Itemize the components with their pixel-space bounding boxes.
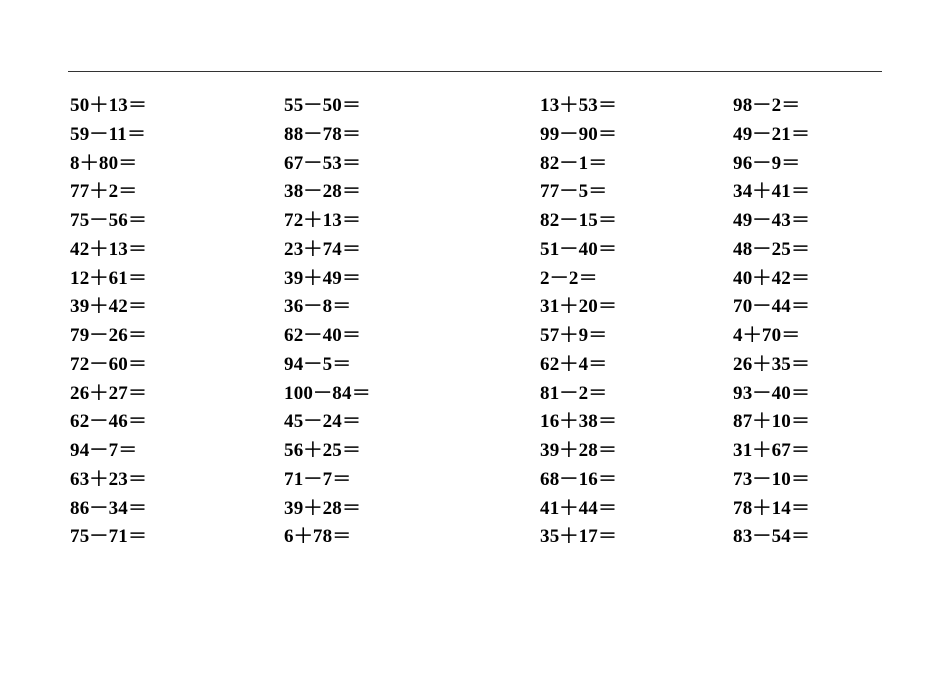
- math-problem: 63＋23＝: [70, 468, 148, 490]
- math-problem: 68－16＝: [540, 468, 618, 490]
- math-problem: 6＋78＝: [284, 526, 352, 548]
- math-problem: 70－44＝: [733, 296, 811, 318]
- math-problem: 38－28＝: [284, 181, 362, 203]
- math-problem: 56＋25＝: [284, 440, 362, 461]
- math-problem: 99－90＝: [540, 123, 618, 145]
- math-problem: 86－34＝: [70, 497, 148, 519]
- math-problem: 41＋44＝: [540, 497, 618, 519]
- math-problem: 94－5＝: [284, 353, 352, 375]
- math-problem: 72－60＝: [70, 353, 148, 375]
- math-problem: 62－40＝: [284, 325, 362, 346]
- math-problem: 75－71＝: [70, 526, 148, 548]
- math-problem: 62＋4＝: [540, 353, 608, 375]
- math-problem: 83－54＝: [733, 526, 811, 548]
- math-problem: 13＋53＝: [540, 95, 618, 116]
- math-problem: 39＋28＝: [540, 440, 618, 461]
- math-problem: 98－2＝: [733, 95, 801, 116]
- math-problem: 39＋28＝: [284, 497, 362, 519]
- problem-column-1: [70, 92, 147, 552]
- math-problem: 77－5＝: [540, 181, 608, 203]
- math-problem: 79－26＝: [70, 325, 148, 346]
- math-problem: 67－53＝: [284, 152, 362, 174]
- math-problem: 16＋38＝: [540, 411, 618, 433]
- math-problem: 39＋42＝: [70, 296, 148, 318]
- math-problem: 42＋13＝: [70, 238, 148, 260]
- header-rule: [68, 71, 882, 72]
- math-problem: 87＋10＝: [733, 411, 811, 433]
- math-problem: 26＋35＝: [733, 353, 811, 375]
- problem-column-4: [733, 92, 810, 552]
- math-problem: 82－1＝: [540, 152, 608, 174]
- math-problem: 93－40＝: [733, 382, 811, 404]
- math-problem: 100－84＝: [284, 382, 371, 404]
- problem-column-2: [284, 92, 371, 552]
- math-problem: 34＋41＝: [733, 181, 811, 203]
- math-problem: 72＋13＝: [284, 210, 362, 231]
- math-problem: 73－10＝: [733, 468, 811, 490]
- math-problem: 77＋2＝: [70, 181, 138, 203]
- math-problem: 26＋27＝: [70, 382, 148, 404]
- math-problem: 51－40＝: [540, 238, 618, 260]
- math-problem: 49－43＝: [733, 210, 811, 231]
- math-problem: 48－25＝: [733, 238, 811, 260]
- math-problem: 57＋9＝: [540, 325, 608, 346]
- math-problem: 82－15＝: [540, 210, 618, 231]
- math-problem: 96－9＝: [733, 152, 801, 174]
- math-problem: 94－7＝: [70, 440, 138, 461]
- math-problem: 31＋67＝: [733, 440, 811, 461]
- math-problem: 62－46＝: [70, 411, 148, 433]
- math-problem: 31＋20＝: [540, 296, 618, 318]
- math-problem: 88－78＝: [284, 123, 362, 145]
- math-problem: 40＋42＝: [733, 267, 811, 289]
- math-problem: 35＋17＝: [540, 526, 618, 548]
- math-problem: 81－2＝: [540, 382, 608, 404]
- math-problem: 2－2＝: [540, 267, 598, 289]
- math-problem: 12＋61＝: [70, 267, 148, 289]
- math-problem: 8＋80＝: [70, 152, 138, 174]
- math-problem: 55－50＝: [284, 95, 362, 116]
- math-problem: 50＋13＝: [70, 95, 148, 116]
- math-problem: 59－11＝: [70, 123, 147, 145]
- math-problem: 36－8＝: [284, 296, 352, 318]
- math-problem: 39＋49＝: [284, 267, 362, 289]
- math-problem: 45－24＝: [284, 411, 362, 433]
- math-problem: 49－21＝: [733, 123, 811, 145]
- math-problem: 71－7＝: [284, 468, 352, 490]
- math-problem: 23＋74＝: [284, 238, 362, 260]
- math-problem: 4＋70＝: [733, 325, 801, 346]
- math-problem: 75－56＝: [70, 210, 148, 231]
- problem-column-3: [540, 92, 617, 552]
- math-problem: 78＋14＝: [733, 497, 811, 519]
